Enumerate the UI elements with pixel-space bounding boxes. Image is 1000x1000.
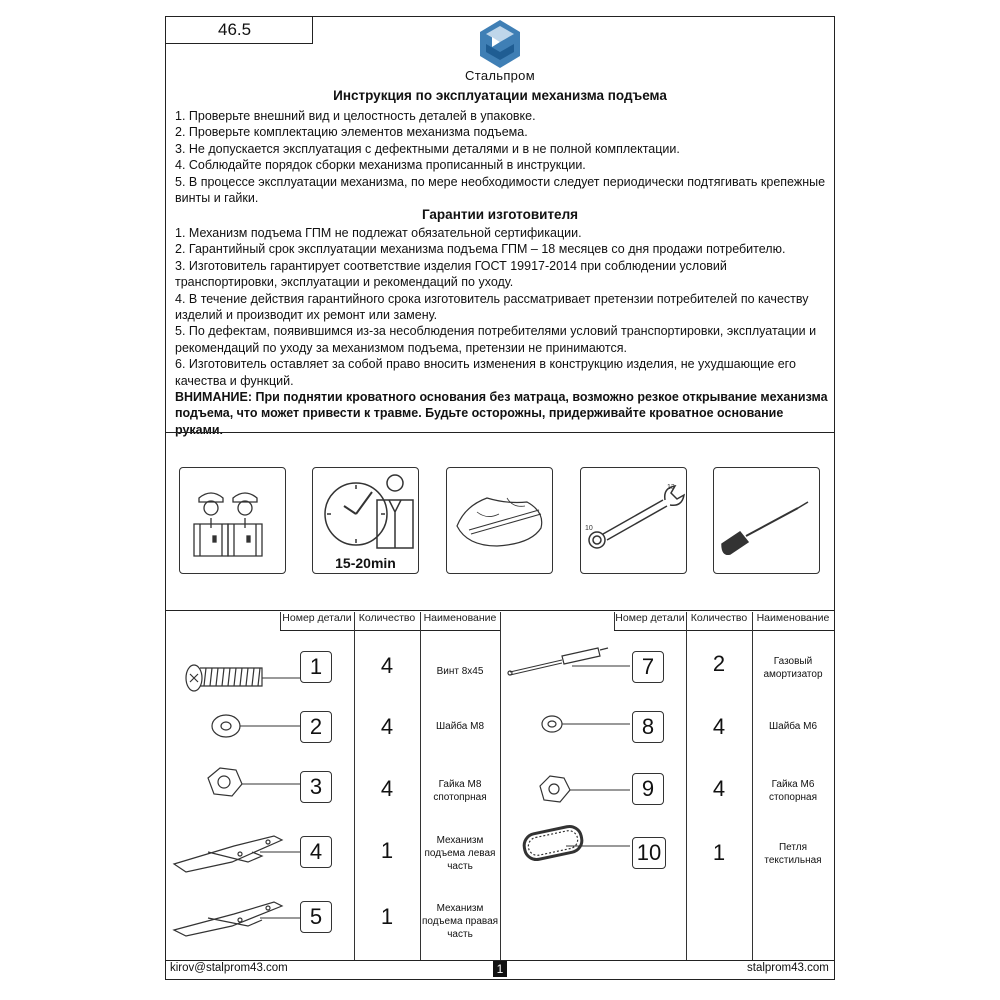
part-name: Петля текстильная: [764, 842, 822, 866]
part-number-box: 9: [632, 773, 664, 805]
instruction-item: 3. Не допускается эксплуатация с дефектными деталями и в не полной комплектации.: [175, 141, 680, 156]
instruction-item: 2. Проверьте комплектацию элементов механизма подъема.: [175, 125, 528, 140]
instruction-item: 5. В процессе эксплуатации механизма, по мере необходимости следует периодически подтягивать крепежные винты и гайки.: [175, 174, 826, 206]
mechanism-left-icon: [174, 836, 300, 872]
screwdriver-icon: [714, 468, 821, 575]
warranty-title: Гарантии изготовителя: [421, 207, 579, 222]
footer-site[interactable]: stalprom43.com: [747, 962, 829, 974]
part-number-box: 10: [632, 837, 666, 869]
part-qty: 4: [380, 714, 394, 739]
warranty-item: 6. Изготовитель оставляет за собой право вносить изменения в конструкцию изделия, не ухудшающие его качества и функций.: [175, 357, 796, 388]
col-number-left: Номер детали: [282, 612, 352, 624]
grid-line: [280, 612, 281, 630]
part-qty: 4: [380, 776, 394, 801]
part-qty: 4: [712, 714, 726, 739]
warranty-item: 4. В течение действия гарантийного срока изготовитель рассматривает претензии потребителей по качеству изделий и производит их ремонт или замену.: [175, 291, 809, 323]
screw-icon: [186, 665, 300, 691]
warranty-item: 3. Изготовитель гарантирует соответствие изделия ГОСТ 19917-2014 при соблюдении условий транспортировки, эксплуатации и рекомендаций по уходу.: [175, 258, 727, 290]
part-number-box: 7: [632, 651, 664, 683]
page-number: 1: [493, 961, 507, 977]
part-qty: 4: [380, 653, 394, 678]
col-name-right: Наименование: [756, 612, 830, 624]
nut-m8-icon: [208, 768, 300, 796]
divider: [165, 432, 835, 433]
part-number-box: 1: [300, 651, 332, 683]
part-name: Шайба М6: [768, 721, 818, 732]
warranty-list: [175, 225, 830, 438]
unpack-tile: [446, 467, 553, 574]
part-qty: 4: [712, 776, 726, 801]
part-name: Винт 8х45: [436, 666, 484, 677]
part-number-box: 5: [300, 901, 332, 933]
instruction-item: 4. Соблюдайте порядок сборки механизма прописанный в инструкции.: [175, 158, 586, 173]
part-name: Шайба М8: [435, 721, 485, 732]
warranty-item: 2. Гарантийный срок эксплуатации механизма подъема ГПМ – 18 месяцев со дня продажи потребителю.: [175, 242, 786, 257]
instructions-list: [175, 108, 830, 206]
wrench-icon: [581, 468, 688, 575]
part-number-box: 4: [300, 836, 332, 868]
part-name: Газовый амортизатор: [763, 656, 823, 680]
col-name-left: Наименование: [423, 612, 497, 624]
part-name: Гайка М8 спотопрная: [433, 779, 487, 803]
part-name: Механизм подъема правая часть: [421, 903, 499, 940]
gas-spring-icon: [508, 648, 630, 675]
wrench-tile: [580, 467, 687, 574]
footer-email[interactable]: kirov@stalprom43.com: [170, 962, 288, 974]
mechanism-right-icon: [174, 902, 300, 936]
part-number-box: 2: [300, 711, 332, 743]
wrench-size-13: 13: [667, 484, 675, 491]
part-qty: 1: [380, 904, 394, 929]
workers-tile: [179, 467, 286, 574]
grid-line: [354, 612, 355, 960]
unpack-icon: [447, 468, 554, 575]
screwdriver-tile: [713, 467, 820, 574]
header-underline: [614, 630, 835, 631]
wrench-size-10: 10: [585, 525, 593, 532]
model-number: 46.5: [165, 16, 313, 44]
stalprom-logo-icon: [476, 18, 524, 70]
time-tile: [312, 467, 419, 574]
part-qty: 1: [380, 838, 394, 863]
part-qty: 2: [712, 651, 726, 676]
grid-line: [686, 612, 687, 960]
instruction-item: 1. Проверьте внешний вид и целостность деталей в упаковке.: [175, 109, 536, 123]
instructions-title: Инструкция по эксплуатации механизма подъема: [333, 88, 667, 103]
two-workers-icon: [180, 468, 287, 575]
assembly-time: 15-20min: [335, 555, 396, 571]
part-name: Механизм подъема левая часть: [424, 835, 496, 872]
part-name: Гайка М6 стопорная: [768, 779, 818, 803]
divider: [165, 610, 835, 611]
col-qty-left: Количество: [358, 612, 416, 624]
brand-name: Стальпром: [465, 68, 535, 83]
part-number-box: 8: [632, 711, 664, 743]
warranty-item: 1. Механизм подъема ГПМ не подлежат обязательной сертификации.: [175, 226, 582, 240]
warranty-item: 5. По дефектам, появившимся из-за несоблюдения потребителями условий транспортировки, эксплуатации и рекомендаций по уходу за механизмом подъема, претензии не принимаются.: [175, 324, 817, 355]
nut-m6-icon: [540, 776, 630, 802]
washer-m8-icon: [212, 715, 300, 737]
grid-line: [614, 612, 615, 630]
textile-loop-icon: [522, 824, 630, 861]
header-underline: [280, 630, 500, 631]
col-number-right: Номер детали: [615, 612, 685, 624]
part-number-box: 3: [300, 771, 332, 803]
part-qty: 1: [712, 840, 726, 865]
warning-text: ВНИМАНИЕ: При поднятии кроватного основания без матраца, возможно резкое открывание механизма подъема, что может привести к травме. Будьте осторожны, придерживайте кроватное основание руками.: [175, 390, 828, 437]
washer-m6-icon: [542, 716, 630, 732]
col-qty-right: Количество: [690, 612, 748, 624]
